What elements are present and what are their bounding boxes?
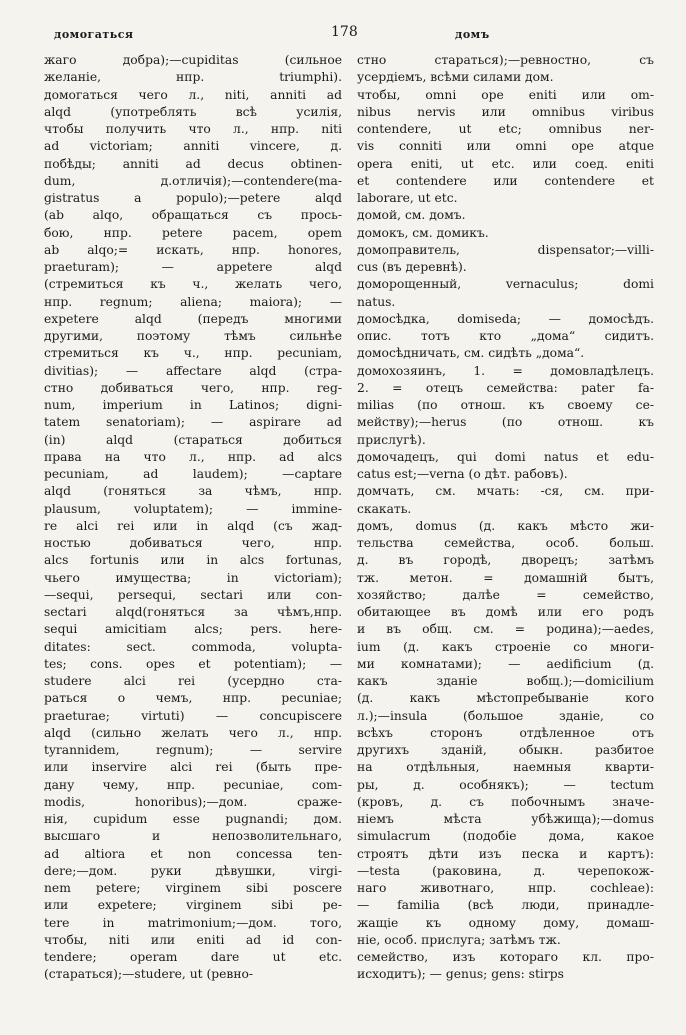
text-line: ми комнатами); — aedificium (д. (357, 656, 654, 671)
text-line: или expetere; virginem sibi pe- (44, 898, 342, 913)
text-line: studere alci rei (усердно ста- (44, 674, 342, 688)
text-line: num, imperium in Latinos; digni- (44, 398, 342, 412)
text-line: мейству);—herus (по отнош. къ (357, 415, 654, 430)
text-line: et contendere или contendere et (357, 173, 654, 188)
text-line: simulacrum (подобіе дома, какое (357, 829, 654, 844)
text-line: nibus nervis или omnibus viribus (357, 104, 654, 119)
text-line: —sequi, persequi, sectari или con- (44, 587, 342, 602)
text-line: или inservire alci rei (быть пре- (44, 760, 342, 775)
text-line: домъ, domus (д. какъ мѣсто жи- (357, 518, 654, 533)
text-line: sectari alqd(гоняться за чѣмъ,нпр. (44, 605, 342, 619)
text-line: желаніе, нпр. triumphi). (44, 70, 342, 85)
text-line: раться о чемъ, нпр. pecuniae; (44, 691, 342, 706)
text-line: cus (въ деревнѣ). (357, 260, 467, 274)
text-line: re alci rei или in alqd (съ жад- (44, 518, 342, 533)
text-line: dum, д.отличія);—contendere(ma- (44, 173, 342, 188)
text-line: catus est;—verna (о дѣт. рабовъ). (357, 467, 568, 481)
text-line: на отдѣльныя, наемныя кварти- (357, 760, 654, 775)
text-line: praeturae; virtuti) — concupiscere (44, 708, 342, 723)
text-line: laborare, ut etc. (357, 191, 458, 205)
text-line: (ab alqo, обращаться съ прось- (44, 208, 342, 223)
text-line: доморощенный, vernaculus; domi (357, 277, 654, 292)
text-line: дану чему, нпр. pecuniae, com- (44, 777, 342, 792)
text-line: прислугѣ). (357, 432, 426, 447)
text-line: dere;—дом. руки дѣвушки, virgi- (44, 863, 342, 878)
text-line: обитающее въ домѣ или его родъ (357, 605, 654, 619)
text-line: (стараться);—studere, ut (ревно- (44, 967, 254, 982)
text-line: nem petere; virginem sibi poscere (44, 881, 342, 895)
text-line: tendere; operam dare ut etc. (44, 950, 342, 964)
text-line: и въ общ. см. = родина);—aedes, (357, 622, 654, 637)
text-line: tes; cons. opes et potentiam); — (44, 656, 342, 671)
text-line: ніе, особ. прислуга; затѣмъ тж. (357, 932, 561, 947)
text-line: хозяйство; далѣе = семейство, (357, 587, 654, 602)
text-line: ніемъ мѣста убѣжища);—domus (357, 812, 654, 826)
text-line: домой, см. домъ. (357, 208, 466, 223)
text-line: домокъ, см. домикъ. (357, 225, 489, 240)
text-line: чьего имущества; in victoriam); (44, 570, 342, 585)
text-line: sequi amicitiam alcs; pers. here- (44, 622, 342, 637)
text-line: alqd (употреблять всѣ усилія, (44, 104, 342, 119)
header-guide-word-right: домъ (455, 28, 490, 41)
text-line: тельства семейства, особ. больш. (357, 536, 654, 550)
text-line: другихъ зданій, обыкн. разбитое (357, 743, 654, 757)
text-line: contendere, ut etc; omnibus ner- (357, 122, 654, 136)
text-line: tyrannidem, regnum); — servire (44, 743, 342, 757)
text-line: чтобы, niti или eniti ad id con- (44, 932, 342, 947)
text-line: домогаться чего л., niti, anniti ad (44, 87, 342, 102)
page-header (40, 22, 660, 48)
text-line: жащіе къ одному дому, домаш- (357, 915, 654, 930)
text-line: plausum, voluptatem); — immine- (44, 501, 342, 516)
text-line: (in) alqd (стараться добиться (44, 432, 342, 447)
text-line: expetere alqd (передъ многими (44, 311, 342, 326)
text-line: семейство, изъ котораго кл. про- (357, 950, 654, 964)
text-line: tere in matrimonium;—дом. того, (44, 915, 342, 930)
text-line: gistratus a populo);—petere alqd (44, 191, 342, 205)
text-line: modis, honoribus);—дом. сраже- (44, 794, 342, 809)
right-column (357, 52, 654, 984)
text-line: тж. метон. = домашній бытъ, (357, 570, 654, 585)
text-line: высшаго и непозволительнаго, (44, 829, 342, 844)
text-line: — familia (всѣ люди, принадле- (357, 898, 654, 913)
text-line: ium (д. какъ строеніе со многи- (357, 639, 654, 654)
text-line: какъ зданіе вобщ.);—domicilium (357, 674, 654, 688)
text-line: (стремиться къ ч., желать чего, (44, 277, 342, 292)
text-line: жаго добра);—cupiditas (сильное (44, 53, 342, 67)
text-line: скакать. (357, 501, 412, 516)
text-line: чтобы получить что л., нпр. niti (44, 122, 342, 136)
text-line: права на что л., нпр. ad alcs (44, 449, 342, 464)
text-line: ad victoriam; anniti vincere, д. (44, 139, 342, 154)
left-column (44, 52, 342, 984)
text-line: (д. какъ мѣстопребываніе кого (357, 691, 654, 706)
text-line: alcs fortunis или in alcs fortunas, (44, 553, 342, 568)
text-line: milias (по отнош. къ своему се- (357, 398, 654, 412)
text-line: ностью добиваться чего, нпр. (44, 536, 342, 550)
text-line: ры, д. особнякъ); — tectum (357, 777, 654, 792)
page-number: 178 (331, 24, 358, 40)
text-line: исходитъ); — genus; gens: stirps (357, 967, 564, 982)
text-line: divitias); — affectare alqd (стра- (44, 363, 342, 378)
text-line: ad altiora et non concessa ten- (44, 846, 342, 861)
text-line: бою, нпр. petere pacem, opem (44, 225, 342, 240)
text-line: pecuniam, ad laudem); —captare (44, 467, 342, 481)
text-line: natus. (357, 294, 396, 309)
text-line: другими, поэтому тѣмъ сильнѣе (44, 329, 342, 343)
text-line: л.);—insula (большое зданіе, со (357, 708, 654, 723)
text-line: д. въ городѣ, дворецъ; затѣмъ (357, 553, 654, 568)
text-line: praeturam); — appetere alqd (44, 260, 342, 274)
text-line: opera eniti, ut etc. или соед. eniti (357, 156, 654, 171)
text-line: опис. тотъ кто „дома“ сидитъ. (357, 329, 654, 343)
text-line: alqd (сильно желать чего л., нпр. (44, 725, 342, 740)
text-line: домочадецъ, qui domi natus et edu- (357, 449, 654, 464)
text-line: побѣды; anniti ad decus obtinen- (44, 156, 342, 171)
text-line: домосѣдка, domiseda; — домосѣдъ. (357, 311, 654, 326)
text-line: усердіемъ, всѣми силами дом. (357, 70, 554, 85)
text-line: домоправитель, dispensator;—villi- (357, 242, 654, 257)
text-line: 2. = отецъ семейства: pater fa- (357, 380, 654, 395)
text-line: наго животнаго, нпр. cochleae): (357, 881, 654, 895)
text-line: —testa (раковина, д. черепокож- (357, 863, 654, 878)
text-line: всѣхъ сторонъ отдѣленное отъ (357, 725, 654, 740)
text-line: домчать, см. мчать: -ся, см. при- (357, 484, 654, 499)
text-line: ab alqo;= искать, нпр. honores, (44, 242, 342, 257)
text-line: домосѣдничать, см. сидѣть „дома“. (357, 346, 585, 361)
text-line: ditates: sect. commoda, volupta- (44, 639, 342, 654)
text-line: стремиться къ ч., нпр. pecuniam, (44, 346, 342, 361)
header-guide-word-left: домогаться (54, 28, 134, 41)
text-line: нпр. regnum; aliena; maiora); — (44, 294, 342, 309)
text-line: домохозяинъ, 1. = домовладѣлецъ. (357, 363, 654, 378)
text-line: vis conniti или omni ope atque (357, 139, 654, 154)
text-line: tatem senatoriam); — aspirare ad (44, 415, 342, 430)
text-line: нія, cupidum esse pugnandi; дом. (44, 812, 342, 826)
text-line: стно стараться);—ревностно, съ (357, 53, 654, 67)
text-line: строятъ дѣти изъ песка и картъ): (357, 846, 654, 861)
text-line: стно добиваться чего, нпр. reg- (44, 380, 342, 395)
text-line: alqd (гоняться за чѣмъ, нпр. (44, 484, 342, 499)
text-line: чтобы, omni ope eniti или om- (357, 87, 654, 102)
text-line: (кровъ, д. съ побочнымъ значе- (357, 794, 654, 809)
